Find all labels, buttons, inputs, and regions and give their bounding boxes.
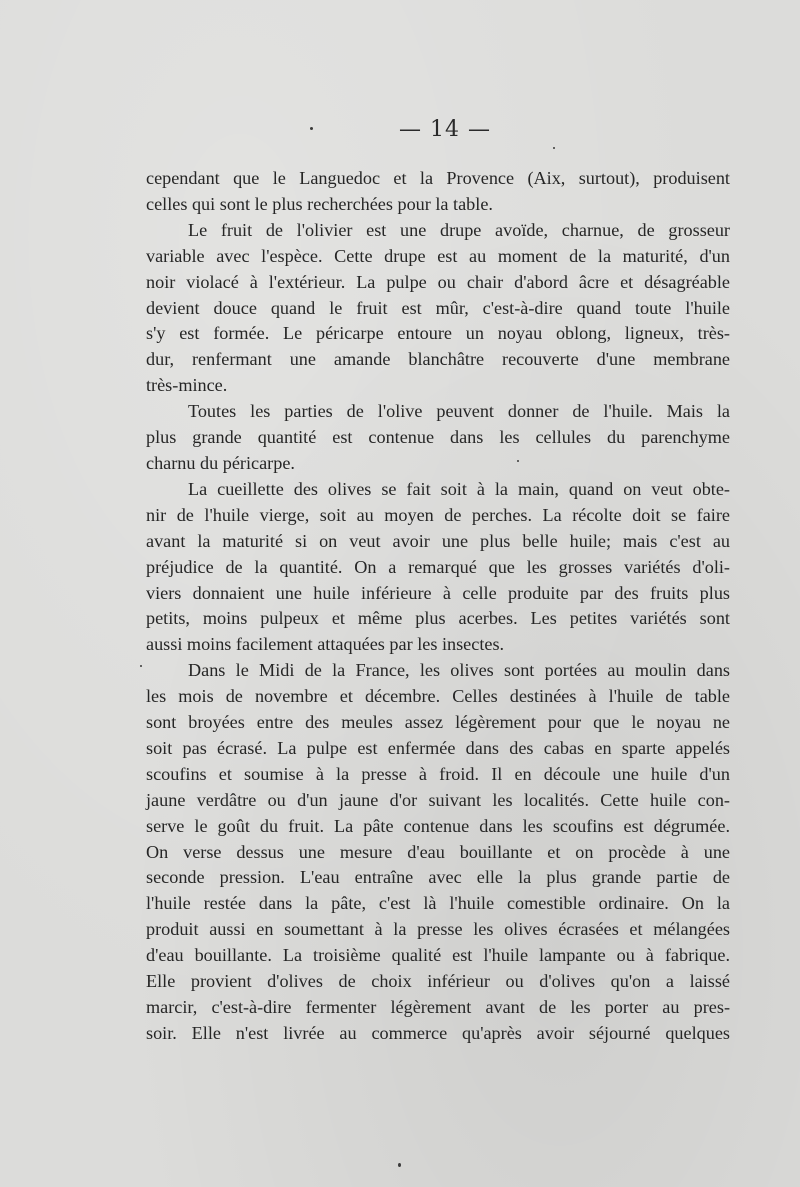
text-line: celles qui sont le plus recherchées pour la table. xyxy=(146,193,493,214)
text-line: d'eau bouillante. La troisième qualité est l'huile lampante ou à fabrique. xyxy=(146,945,730,966)
text-line: scoufins et soumise à la presse à froid. Il en découle une huile d'un xyxy=(146,763,730,784)
text-line: avant la maturité si on veut avoir une plus belle huile; mais c'est au xyxy=(146,530,730,551)
page-number: — 14 — xyxy=(399,117,491,142)
text-line: marcir, c'est-à-dire fermenter légèrement avant de les porter au pres- xyxy=(146,997,730,1017)
paper-speck xyxy=(553,147,555,149)
text-line: Toutes les parties de l'olive peuvent donner de l'huile. Mais la xyxy=(188,401,730,422)
text-line: s'y est formée. Le péricarpe entoure un noyau oblong, ligneux, très- xyxy=(146,323,730,344)
text-line: soit pas écrasé. La pulpe est enfermée dans des cabas en sparte appelés xyxy=(146,737,730,758)
text-line: plus grande quantité est contenue dans les cellules du parenchyme xyxy=(146,427,730,448)
text-line: soir. Elle n'est livrée au commerce qu'après avoir séjourné quelques xyxy=(146,1022,730,1043)
text-line: viers donnaient une huile inférieure à celle produite par des fruits plus xyxy=(146,582,730,603)
text-line: noir violacé à l'extérieur. La pulpe ou chair d'abord âcre et désagréable xyxy=(146,271,730,292)
paper-speck xyxy=(517,460,519,462)
text-line: aussi moins facilement attaquées par les insectes. xyxy=(146,634,505,655)
text-line: les mois de novembre et décembre. Celles destinées à l'huile de table xyxy=(146,686,730,707)
text-line: devient douce quand le fruit est mûr, c'est-à-dire quand toute l'huile xyxy=(146,297,730,318)
text-line: préjudice de la quantité. On a remarqué que les grosses variétés d'oli- xyxy=(146,556,730,577)
text-line: nir de l'huile vierge, soit au moyen de perches. La récolte doit se faire xyxy=(146,504,730,525)
text-line: Dans le Midi de la France, les olives sont portées au moulin dans xyxy=(188,660,730,681)
text-line: charnu du péricarpe. xyxy=(146,452,295,473)
body-text xyxy=(146,166,730,1047)
paper-speck xyxy=(140,665,142,667)
text-line: On verse dessus une mesure d'eau bouillante et on procède à une xyxy=(146,841,730,862)
text-line: petits, moins pulpeux et même plus acerbes. Les petites variétés sont xyxy=(146,608,730,629)
text-line: dur, renfermant une amande blanchâtre recouverte d'une membrane xyxy=(146,349,730,370)
text-line: Elle provient d'olives de choix inférieur ou d'olives qu'on a laissé xyxy=(146,971,730,992)
text-line: seconde pression. L'eau entraîne avec elle la plus grande partie de xyxy=(146,867,730,888)
text-line: variable avec l'espèce. Cette drupe est au moment de la maturité, d'un xyxy=(146,245,730,266)
paper-speck xyxy=(310,127,313,130)
text-line: serve le goût du fruit. La pâte contenue dans les scoufins est dégrumée. xyxy=(146,815,730,836)
text-line: jaune verdâtre ou d'un jaune d'or suivant les localités. Cette huile con- xyxy=(146,789,730,810)
paper-speck xyxy=(398,1163,401,1167)
text-line: très-mince. xyxy=(146,375,228,396)
text-line: sont broyées entre des meules assez légèrement pour que le noyau ne xyxy=(146,712,730,733)
text-line: produit aussi en soumettant à la presse les olives écrasées et mélangées xyxy=(146,919,730,940)
text-line: La cueillette des olives se fait soit à la main, quand on veut obte- xyxy=(188,478,730,499)
text-line: cependant que le Languedoc et la Provence (Aix, surtout), produisent xyxy=(146,168,730,188)
text-line: l'huile restée dans la pâte, c'est là l'huile comestible ordinaire. On la xyxy=(146,893,730,914)
text-line: Le fruit de l'olivier est une drupe avoïde, charnue, de grosseur xyxy=(188,219,730,240)
